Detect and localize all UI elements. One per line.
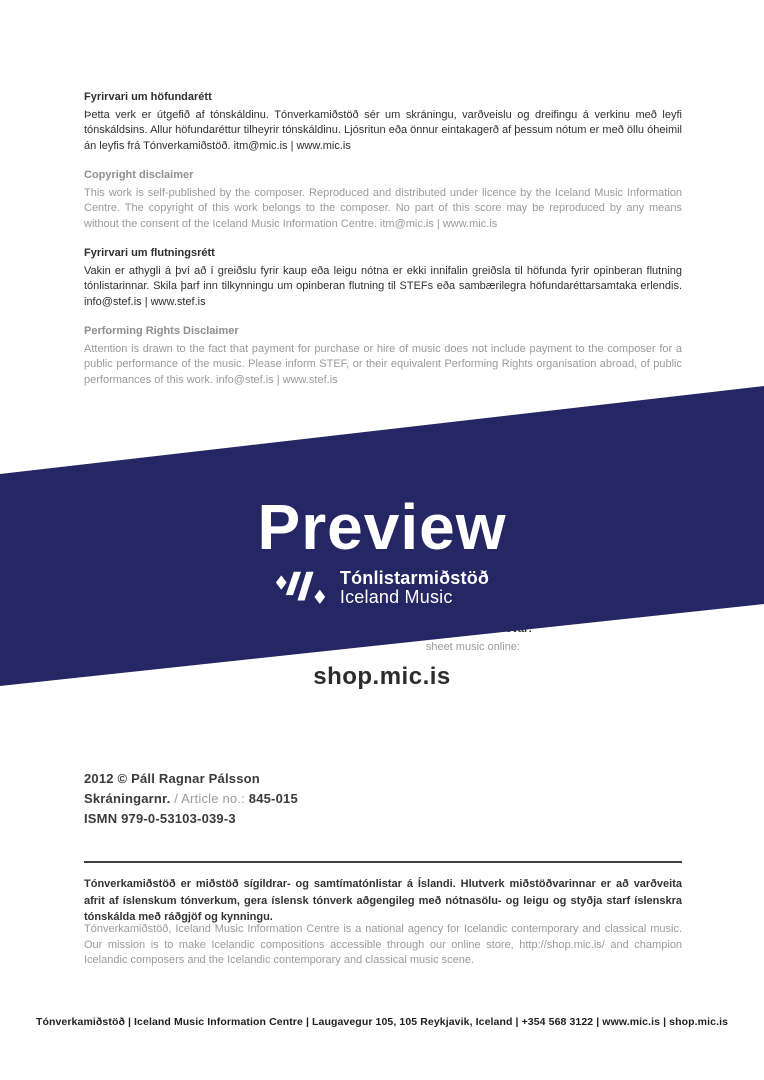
ismn-line: ISMN 979-0-53103-039-3 [84, 811, 236, 826]
disclaimer-section [84, 90, 682, 402]
disclaimer-body: Vakin er athygli á því að í greiðslu fyrir kaup eða leigu nótna er ekki innifalin greiðsla til höfunda fyrir opinberan flutning tónlistarinnar. Skila þarf inn tilkynningu um opinberan flutning til STEFs eða sambærilegra höfundaréttarsamtaka erlendis. info@stef.is | www.stef.is [84, 264, 682, 308]
publication-info [84, 769, 298, 829]
hidden-line-english-fragment: sheet music online: [425, 641, 520, 653]
copyright-disclaimer-icelandic [84, 90, 682, 154]
logo-subname: Iceland Music [339, 586, 453, 607]
iceland-music-logo-icon [275, 567, 327, 607]
iceland-music-logo [0, 567, 764, 607]
performing-rights-disclaimer-icelandic [84, 246, 682, 310]
article-label-english: / Article no.: [170, 791, 249, 806]
copyright-disclaimer-english [84, 168, 682, 232]
preview-watermark: Preview [257, 491, 507, 563]
copyright-line: 2012 © Páll Ragnar Pálsson [84, 771, 260, 786]
disclaimer-body: Þetta verk er útgefið af tónskáldinu. Tónverkamiðstöð sér um skráningu, varðveislu og dreifingu á verkinu með leyfi tónskáldsins. Allur höfundaréttur tilheyrir tónskáldinu. Ljósritun eða önnur eintakagerð af þessum nótum er með öllu óheimil án leyfis frá Tónverkamiðstöð. itm@mic.is | www.mic.is [84, 108, 682, 152]
footer-contact-line: Tónverkamiðstöð | Iceland Music Information Centre | Laugavegur 105, 105 Reykjavik, Iceland | +354 568 3122 | www.mic.is | shop.mic.is [35, 1016, 729, 1028]
article-number-line [84, 789, 298, 809]
disclaimer-heading: Fyrirvari um flutningsrétt [84, 247, 215, 259]
disclaimer-body: Attention is drawn to the fact that payment for purchase or hire of music does not include payment to the composer for a public performance of the music. Please inform STEF, or their equivalent Performing Rights organisation abroad, of public performances of this work. info@stef.is | www.stef.is [84, 342, 682, 386]
disclaimer-body: This work is self-published by the composer. Reproduced and distributed under licence by the Iceland Music Information Centre. The copyright of this work belongs to the composer. No part of this score may be reproduced by any means without the consent of the Iceland Music Information Centre. itm@mic.is | www.mic.is [84, 186, 682, 230]
article-label-icelandic: Skráningarnr. [84, 791, 171, 806]
disclaimer-heading: Fyrirvari um höfundarétt [84, 91, 212, 103]
performing-rights-disclaimer-english [84, 324, 682, 388]
about-icelandic: Tónverkamiðstöð er miðstöð sígildrar- og samtímatónlistar á Íslandi. Hlutverk miðstöðvarinnar er að varðveita afrit af íslenskum tónverkum, gera íslensk tónverk aðgengileg með nótnasölu- og leigu og styðja starf íslenskra tónskálda með ráðgjöf og kynningu. [84, 878, 682, 923]
divider-rule [84, 861, 682, 863]
article-number: 845-015 [248, 791, 298, 806]
logo-text [340, 568, 489, 607]
shop-url: shop.mic.is [313, 663, 451, 690]
disclaimer-heading: Performing Rights Disclaimer [84, 325, 239, 337]
about-english: Tónverkamiðstöð, Iceland Music Information Centre is a national agency for Icelandic contemporary and classical music. Our mission is to make Icelandic compositions accessible through our online store, http://shop.mic.is/ and champion Icelandic composers and the Icelandic contemporary and classical music scene. [84, 923, 682, 966]
disclaimer-heading: Copyright disclaimer [84, 169, 194, 181]
logo-name: Tónlistarmiðstöð [339, 567, 490, 588]
